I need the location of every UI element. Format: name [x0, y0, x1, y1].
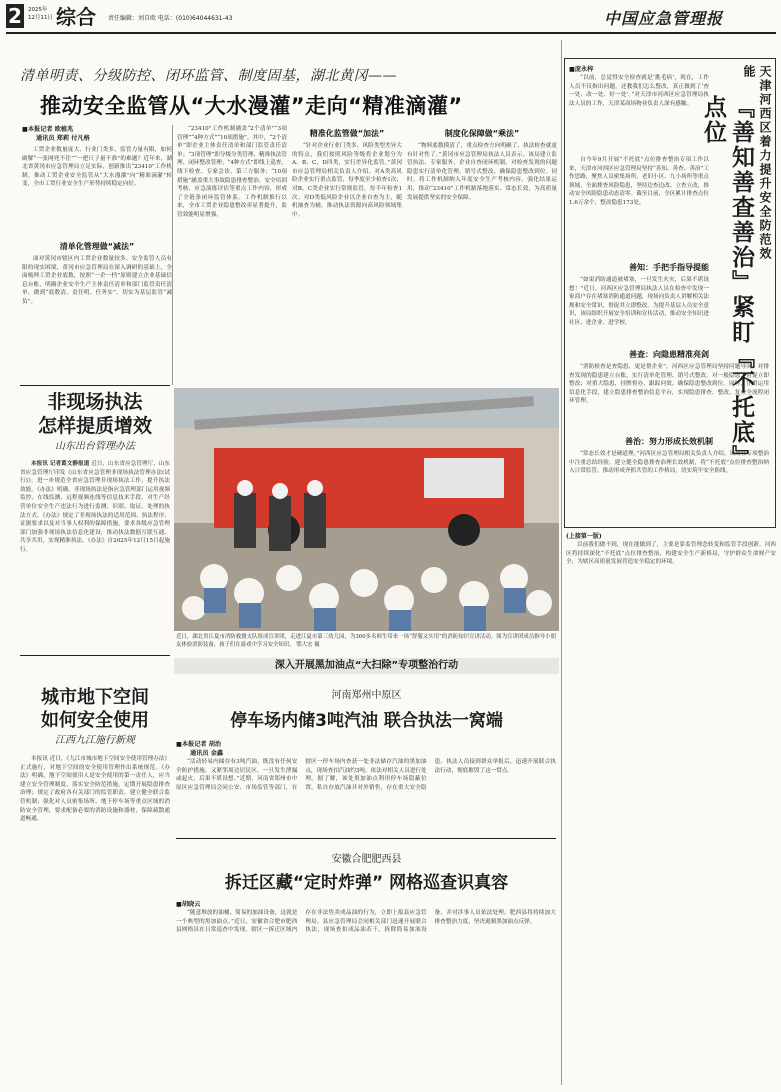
column-rule-sidebar [561, 40, 562, 1085]
article3-subhead: 江西九江施行新规 [55, 735, 135, 746]
article3-body [20, 755, 170, 1085]
continue-label: (上接第一版) [566, 533, 602, 540]
article2-header [20, 390, 170, 456]
sidebar-text-top [569, 65, 709, 252]
campaign-divider [176, 838, 556, 839]
article1-subhead-1: 清单化管理做“减法” [59, 242, 135, 251]
article1-subhead-2: 精准化监管做“加法” [309, 129, 385, 138]
article1-column-1 [22, 125, 172, 385]
article1-col1-body: 面对黄冈市辖区内工贸企业数量较多、安全监管人员有限的现实困境，黄冈市应急管理局在深入调研的基础上，全面梳理工贸企业底数，按照“一企一档”原则建立企业基础信息台账，明确企业安全生产主体责任清单和部门监管责任清单，做到“底数清、责任明、任务实”，切实为基层监管“减负”。 [22, 256, 172, 305]
campaign-byline-1b: 通讯员 金鑫 [190, 750, 224, 757]
article1-column-3 [292, 125, 402, 383]
continue-text: 以前我们做不到，现在能做到了，主要是靠监管理念转变和监管手段创新。河西区将持续深化“不托底”点位排查整治，构建安全生产新格局，守护群众生命财产安全，为辖区高质量发展营造安全稳定的环境。 [566, 542, 776, 566]
article2-headline-line1: 非现场执法 [47, 391, 143, 413]
sidebar-text-bottom [569, 259, 769, 494]
article1-column-2 [177, 125, 287, 383]
sidebar-lead: “以前，总觉得安全检查就是‘挑毛病’，现在，工作人员不仅指出问题，还教我们怎么整改，真正做到了‘查一处、改一处、好一处’。”对天津市河西区应急管理局执法人员的工作，天津某商场物业负责人深有感触。 [569, 75, 709, 107]
masthead-rule [6, 32, 776, 34]
campaign-body-1: “活动轻易内储存有3吨汽油，既没有任何安全防护措施，又紧邻周边居民区，一旦发生泄漏或起火，后果不堪设想。”近期，河南省郑州市中原区应急管理局会同公安、市场监管等部门，在辖区一停车场内查获一处非法储存汽油的黑加油点，现场查扣汽油约3吨，依法对相关人员进行处理。据了解，该处黑加油点利用停车场隐蔽位置，私自存放汽油并对外销售，存在重大安全隐患。执法人员接到群众举报后，迅速开展联合执法行动，彻底摧毁了这一窝点。 [176, 759, 556, 791]
column-rule-1 [172, 125, 173, 385]
campaign-place-1: 河南郑州中原区 [331, 690, 402, 701]
campaign-story-1 [176, 740, 556, 836]
page-number: 2 [6, 4, 24, 28]
sidebar-body-3: “消防检查是查隐患，更是帮企业”。河西区应急管理局坚持问题导向，对排查发现的隐患建立台账，实行清单化管理、销号式整改。对一般隐患，督促立即整改；对重大隐患，挂牌督办、跟踪问效，确保隐患整改到位。同时，注重运用信息化手段，建立隐患排查整治信息平台，实现隐患排查、整改、复查全流程闭环管理。 [569, 364, 769, 405]
campaign-banner [174, 658, 559, 674]
sidebar-title-mid: 紧盯 [728, 295, 754, 345]
campaign-headline-2: 拆迁区藏“定时炸弹” 网格巡查识真容 [224, 873, 509, 893]
campaign-place-2: 安徽合肥肥西县 [331, 854, 402, 865]
sidebar-body-4: “常态长效才是硬道理。”河西区应急管理局相关负责人介绍，该局在专项整治中注重总结经验，建立健全隐患排查治理长效机制，将“不托底”点位排查整治纳入日常监管，推动形成齐抓共管的工作格局，切实筑牢安全防线。 [569, 451, 769, 475]
campaign-body-2: “随意堆放的油桶，简易的加油设备，这就是一个典型的黑加油点。”近日，安徽省合肥市肥西县网格员在日常巡查中发现，辖区一拆迁区域内存在非法售卖成品油的行为，立即上报县应急管理局。县应急管理局会同相关部门迅速开展联合执法，现场查扣成品油若干，拆除简易加油设备，并对涉事人员依法处理。肥西县将持续加大排查整治力度，坚决遏制黑加油点反弹。 [176, 910, 556, 934]
sidebar-title-small: 天津河西区着力提升安全防范效能 [742, 65, 772, 261]
article1-col2-body: “23410”工作机制涵盖“2个清单”“3项管理”“4种方式”“10项措施”。其中，“2个清单”即企业主体责任清单和部门监管责任清单；“3项管理”即分级分类管理、精准执法管理、闭环整改管理；“4种方式”即线上巡查、线下检查、专家会诊、第三方服务；“10项措施”涵盖重大事故隐患排查整治、安全培训考核、应急演练评估等重点工作内容，形成了全链条闭环监管体系。工作机制推行以来，全市工贸企业隐患整改率显著提升，监管效能明显增强。 [177, 126, 287, 218]
article3-body-text: 本报讯 近日，《九江市城市地下空间安全使用管理办法》正式施行，对地下空间的安全使用管理作出系统规范。《办法》明确，地下空间使用人是安全使用的第一责任人，应当建立安全管理制度，落实安全防范措施，定期开展隐患排查治理；规定了政府各有关部门的监管职责，建立健全联合监管机制；强化对人员密集场所、地下停车场等重点区域的消防安全管理，要求配备必要的消防设施和器材，保障疏散通道畅通。 [20, 756, 170, 823]
issue-date [28, 6, 53, 22]
article1-column-4 [407, 125, 557, 383]
article2-subhead: 山东出台管理办法 [55, 441, 135, 452]
article2-byline: 本报讯 记者葛文静报道 [31, 461, 90, 467]
article2-headline-line2: 怎样提质增效 [37, 415, 152, 437]
sidebar-body-2: “如果消防通道被堵塞，一旦发生火灾，后果不堪设想！”近日，河西区应急管理局执法人员在检查中发现一家商户存在堵塞消防通道问题，现场向负责人讲解相关法规和安全常识，督促其立即整改。为提升基层人员安全意识，该局组织开展安全培训和宣传活动，推动安全知识进社区、进企业、进学校。 [569, 277, 709, 326]
article1-headline: 推动安全监管从“大水漫灌”走向“精准滴灌” [40, 94, 463, 118]
article3-headline-line1: 城市地下空间 [41, 687, 149, 708]
article2-body [20, 460, 170, 650]
article1-kicker: 清单明责、分级防控、闭环监管、制度固基，湖北黄冈—— [20, 68, 397, 84]
article2-body-text: 近日，山东省应急管理厅、山东省应急管理厅印发《山东省应急管理非现场执法管理办法(试行)》，进一步规范全省应急管理非现场执法工作，提升执法效能。《办法》明确，非现场执法是指应急管理部门运用视频监控、在线监测、远程视频连线等信息技术手段，对生产经营单位安全生产违法行为进行监测、识别、取证、处理的执法方式。《办法》规定了非现场执法的适用范围、执法程序、证据要求以及对当事人权利的保障措施，要求各级应急管理部门加强非现场执法信息化建设，推动执法数据互联互通、共享共用，实现精准执法。《办法》自2025年12月15日起施行。 [20, 461, 170, 553]
sidebar-subhead-1: 善知：手把手指导提能 [629, 263, 709, 272]
paper-logo: 中国应急管理报 [604, 9, 724, 28]
editor-info: 责任编辑：刘自欧 电话：(010)64044631-43 [108, 15, 233, 22]
photo-caption-text: 近日，湖北省江夏市消防救援支队组成宣讲团，走进江夏市第三幼儿园，为300多名师生带来一场“舒服又实用”的消防知识宣讲活动，图为宣讲团成员指导小朋友体验消防装备，孩子们在游戏中学习安全知识。 鄂大宏 摄 [176, 634, 556, 648]
campaign-headline-1: 停车场内储3吨汽油 联合执法一窝端 [230, 711, 503, 731]
article2-top-rule [20, 385, 170, 386]
campaign-byline-1a: ■本报记者 胡治 [176, 741, 222, 748]
sidebar-subhead-3: 善治：努力形成长效机制 [625, 437, 713, 446]
article1-subhead-3: 制度化保障做“乘法” [444, 129, 520, 138]
fire-truck-photo-illustration [174, 388, 559, 631]
article1-col3-body: “针对企业行业门类多、风险类型差异大的特点，我们按照风险等级将企业划分为A、B、C、D四类，实行差异化监管。”黄冈市应急管理局相关负责人介绍。对A类高风险企业实行重点监管，每季度至少检查1次；对B、C类企业实行常规监管，每半年检查1次；对D类低风险企业以企业自查为主，随机抽查为辅，推动执法资源向高风险领域集中。 [292, 143, 402, 218]
article3-headline-line2: 如何安全使用 [41, 710, 149, 731]
sidebar-box [564, 58, 776, 528]
campaign-story-2 [176, 900, 556, 1085]
sidebar-subhead-2: 善查：向隐患精准亮剑 [629, 350, 709, 359]
date-year: 2025年 [28, 7, 48, 13]
photo-caption [176, 633, 556, 653]
campaign-banner-text: 深入开展黑加油点“大扫除”专项整治行动 [274, 660, 459, 671]
article3-top-rule [20, 655, 170, 656]
campaign-byline-2: ■胡晓云 [176, 901, 201, 908]
sidebar-title-q1: 『善知善查善治』 [728, 95, 754, 295]
article1-byline: ■本报记者 欧植兆 [22, 126, 74, 133]
fire-education-photo [174, 388, 559, 631]
article3-header [20, 686, 170, 750]
sidebar-continuation [566, 532, 776, 1082]
sidebar-byline: ■庞永梓 [569, 66, 594, 73]
section-title: 综合 [56, 5, 96, 29]
article1-byline-2: 通讯员 郑莉 付凡格 [36, 135, 90, 142]
masthead [0, 4, 781, 30]
sidebar-title-q2: 『不托底』 [728, 345, 754, 470]
sidebar-title-end: 点位 [700, 95, 726, 145]
sidebar-body-1: 自今年9月开展“不托底”点位排查整治专项工作以来，天津市河西区应急管理局坚持“善知、善查、善治”工作思路，聚焦人员密集场所、老旧小区、九小场所等重点领域，全面排查风险隐患，坚持边查边改、立查立改，推动安全风险隐患动态清零。截至目前，全区累计排查点位1.6万余个，整改隐患173处。 [569, 157, 709, 206]
article1-lead: 工贸企业数量庞大、行业门类多，监管力量有限，如何破解“一张网兜不住”“一把尺子量不准”的难题？近年来，湖北省黄冈市应急管理局立足实际，创新推出“23410”工作机制，推动工贸企业安全监管从“大水漫灌”向“精准滴灌”转变，全市工贸行业安全生产形势持续稳定向好。 [22, 147, 172, 188]
date-day: 12月11日 [28, 15, 53, 21]
article1-col4-body: “物料底数摸清了，重点检查方向明确了，执法检查就更有针对性了。”黄冈市应急管理局执法人员表示。该局建立监管执法、专家服务、企业自查闭环机制，对检查发现的问题隐患实行清单化管理、销号式整改，确保隐患整改到位。同时，将工作机制纳入年度安全生产考核内容，强化结果运用，推动“23410”工作机制落地落实、常态长效，为高质量发展提供坚实的安全保障。 [407, 143, 557, 201]
